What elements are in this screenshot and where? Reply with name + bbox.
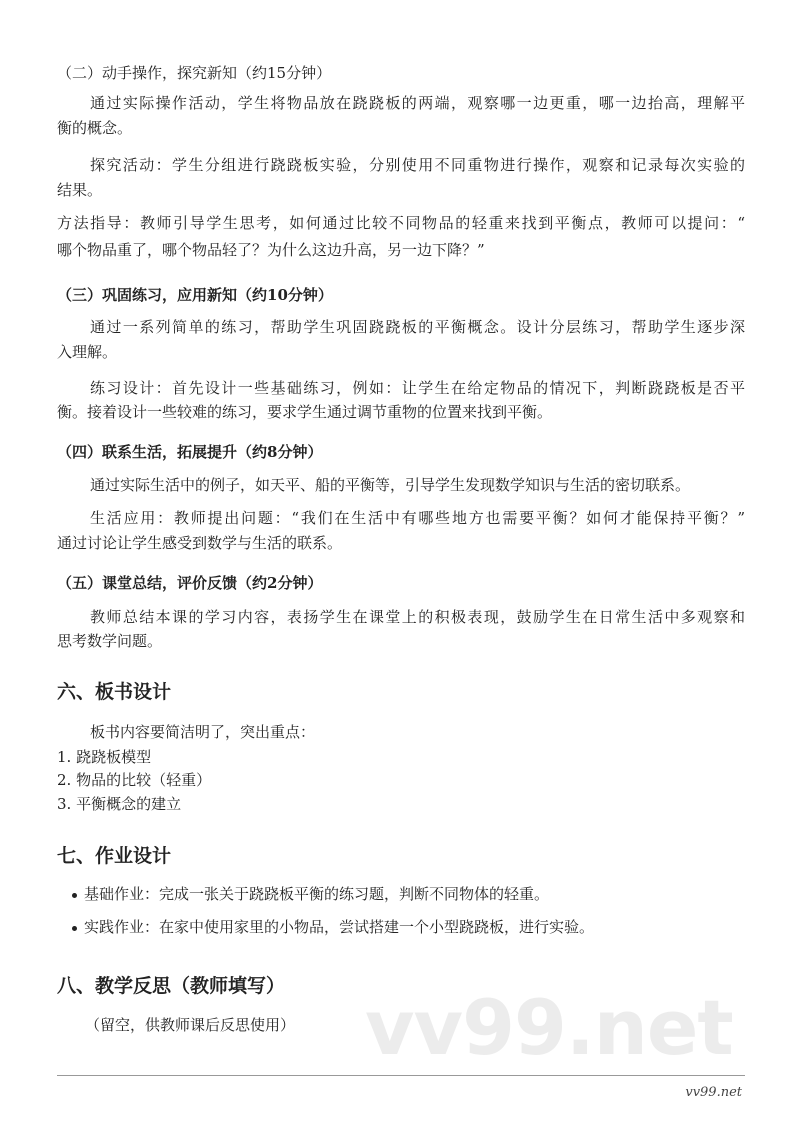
paragraph-line: 哪个物品重了，哪个物品轻了？为什么这边升高，另一边下降？” [57,241,485,259]
list-item-text: 实践作业：在家中使用家里的小物品，尝试搭建一个小型跷跷板，进行实验。 [84,918,595,936]
footer-site: vv99.net [685,1085,742,1100]
paragraph-line: 思考数学问题。 [57,632,163,650]
paragraph-line: 衡的概念。 [57,119,133,137]
paragraph-line: 教师总结本课的学习内容，表扬学生在课堂上的积极表现，鼓励学生在日常生活中多观察和 [90,608,745,626]
paragraph-line: 通过实际操作活动，学生将物品放在跷跷板的两端，观察哪一边更重，哪一边抬高，理解平 [90,94,745,112]
list-item [72,917,594,937]
paragraph-line: 入理解。 [57,343,118,361]
reflection-note: （留空，供教师课后反思使用） [85,1016,296,1034]
list-item: 1. 跷跷板模型 [57,748,152,766]
footer-divider [57,1075,745,1076]
paragraph-line: 生活应用：教师提出问题：“我们在生活中有哪些地方也需要平衡？如何才能保持平衡？” [90,509,745,527]
homework-heading: 七、作业设计 [57,845,172,867]
paragraph-line: 探究活动：学生分组进行跷跷板实验，分别使用不同重物进行操作，观察和记录每次实验的 [90,156,745,174]
watermark: vv99.net [365,983,733,1072]
reflection-heading: 八、教学反思（教师填写） [57,975,286,997]
section-heading: （三）巩固练习，应用新知（约10分钟） [57,286,333,304]
paragraph-line: 通过一系列简单的练习，帮助学生巩固跷跷板的平衡概念。设计分层练习，帮助学生逐步深 [90,318,745,336]
list-item [72,884,549,904]
list-item: 3. 平衡概念的建立 [57,795,182,813]
list-item: 2. 物品的比较（轻重） [57,771,212,789]
section-heading: （二）动手操作，探究新知（约15分钟） [57,64,332,82]
list-item-text: 基础作业：完成一张关于跷跷板平衡的练习题，判断不同物体的轻重。 [84,885,550,903]
paragraph-line: 衡。接着设计一些较难的练习，要求学生通过调节重物的位置来找到平衡。 [57,403,553,421]
section-heading: （五）课堂总结，评价反馈（约2分钟） [57,574,323,592]
board-intro: 板书内容要简洁明了，突出重点： [90,723,316,741]
paragraph-line: 通过实际生活中的例子，如天平、船的平衡等，引导学生发现数学知识与生活的密切联系。 [90,476,691,494]
section-heading: （四）联系生活，拓展提升（约8分钟） [57,443,323,461]
paragraph-line: 练习设计：首先设计一些基础练习，例如：让学生在给定物品的情况下，判断跷跷板是否平 [90,379,745,397]
board-design-heading: 六、板书设计 [57,681,172,703]
paragraph-line: 通过讨论让学生感受到数学与生活的联系。 [57,534,343,552]
paragraph-line: 方法指导：教师引导学生思考，如何通过比较不同物品的轻重来找到平衡点，教师可以提问：“ [57,214,745,232]
paragraph-line: 结果。 [57,181,103,199]
bullet-icon [72,926,77,931]
bullet-icon [72,893,77,898]
